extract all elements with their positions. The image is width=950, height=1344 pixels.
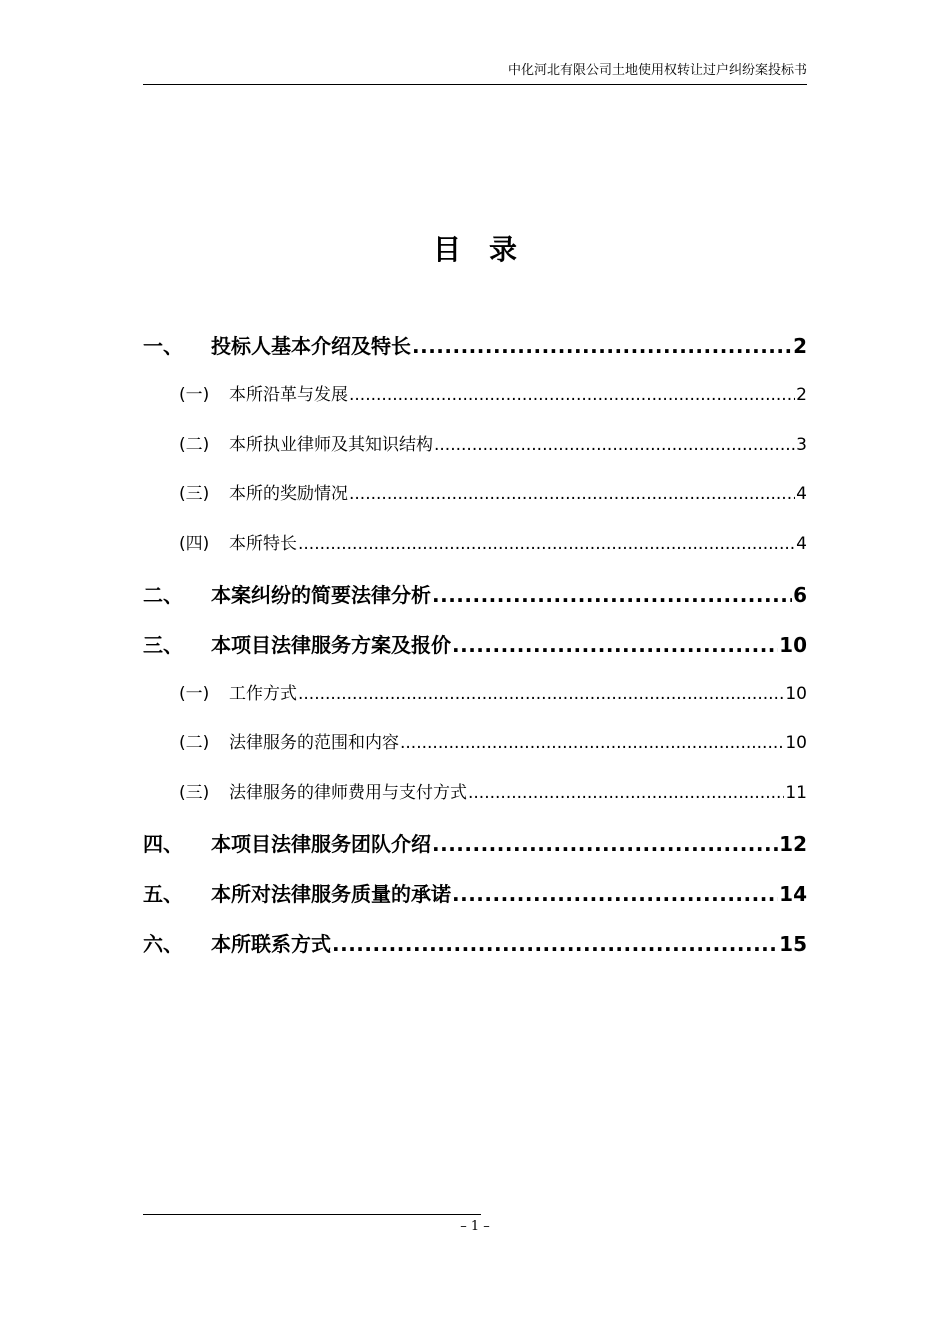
toc-entry-number: 三、 [143,632,183,657]
toc-entry-page: 12 [779,831,807,856]
toc-entry-2[interactable] [143,579,807,629]
toc-entry-page: 11 [785,783,807,804]
toc-entry-page: 4 [796,484,807,505]
toc-leader-dots [298,684,784,704]
toc-leader-dots [432,832,778,856]
toc-entry-number: (四) [179,534,210,555]
toc-entry-number: 二、 [143,582,183,607]
toc-entry-6[interactable] [143,928,807,978]
toc-leader-dots [332,932,778,956]
toc-leader-dots [452,882,778,906]
toc-entry-number: (三) [179,484,210,505]
toc-entry-5[interactable] [143,878,807,928]
toc-entry-1-3[interactable] [143,479,807,529]
toc-entry-3-2[interactable] [143,728,807,778]
toc-leader-dots [400,733,784,753]
toc-entry-page: 14 [779,881,807,906]
running-header: 中化河北有限公司土地使用权转让过户纠纷案投标书 [143,62,807,85]
toc-entry-page: 2 [793,334,807,358]
toc-entry-label: 投标人基本介绍及特长 [211,334,411,358]
toc-entry-label: 工作方式 [229,683,297,704]
toc-entry-1[interactable] [143,330,807,380]
toc-entry-3-1[interactable] [143,679,807,729]
toc-entry-4[interactable] [143,828,807,878]
toc-entry-label: 本所的奖励情况 [229,484,348,505]
toc-leader-dots [412,334,792,358]
toc-entry-1-2[interactable] [143,430,807,480]
toc-leader-dots [349,484,795,504]
toc-entry-3-3[interactable] [143,778,807,828]
toc-entry-number: (三) [179,783,210,804]
toc-entry-page: 15 [779,931,807,956]
toc-entry-1-4[interactable] [143,529,807,579]
toc-entry-label: 本所对法律服务质量的承诺 [211,881,451,906]
toc-entry-3[interactable] [143,629,807,679]
toc-entry-page: 6 [793,582,807,607]
toc-entry-number: 六、 [143,931,183,956]
toc-leader-dots [434,435,795,455]
toc-entry-label: 本所执业律师及其知识结构 [229,434,433,455]
toc-entry-number: (一) [179,384,210,405]
toc-entry-label: 本项目法律服务团队介绍 [211,831,431,856]
toc-entry-page: 2 [796,384,807,405]
toc-entry-label: 本所沿革与发展 [229,384,348,405]
toc-leader-dots [298,534,795,554]
toc-entry-1-1[interactable] [143,380,807,430]
table-of-contents [143,330,807,977]
toc-entry-label: 本所联系方式 [211,931,331,956]
toc-entry-number: 一、 [143,334,183,358]
footer-divider [143,1214,481,1215]
toc-entry-label: 法律服务的律师费用与支付方式 [229,783,467,804]
toc-entry-page: 10 [785,733,807,754]
toc-entry-label: 本项目法律服务方案及报价 [211,632,451,657]
toc-leader-dots [452,633,778,657]
toc-entry-page: 10 [779,632,807,657]
toc-leader-dots [432,583,792,607]
page-title: 目录 [432,233,545,266]
toc-entry-number: (二) [179,434,210,455]
toc-entry-number: (一) [179,683,210,704]
toc-entry-page: 10 [785,683,807,704]
toc-entry-number: (二) [179,733,210,754]
toc-entry-label: 本所特长 [229,534,297,555]
toc-entry-label: 法律服务的范围和内容 [229,733,399,754]
toc-entry-number: 五、 [143,881,183,906]
toc-entry-number: 四、 [143,831,183,856]
toc-entry-page: 3 [796,434,807,455]
toc-entry-page: 4 [796,534,807,555]
toc-entry-label: 本案纠纷的简要法律分析 [211,582,431,607]
toc-leader-dots [468,783,784,803]
toc-leader-dots [349,385,795,405]
page-number: – 1 – [460,1219,490,1234]
